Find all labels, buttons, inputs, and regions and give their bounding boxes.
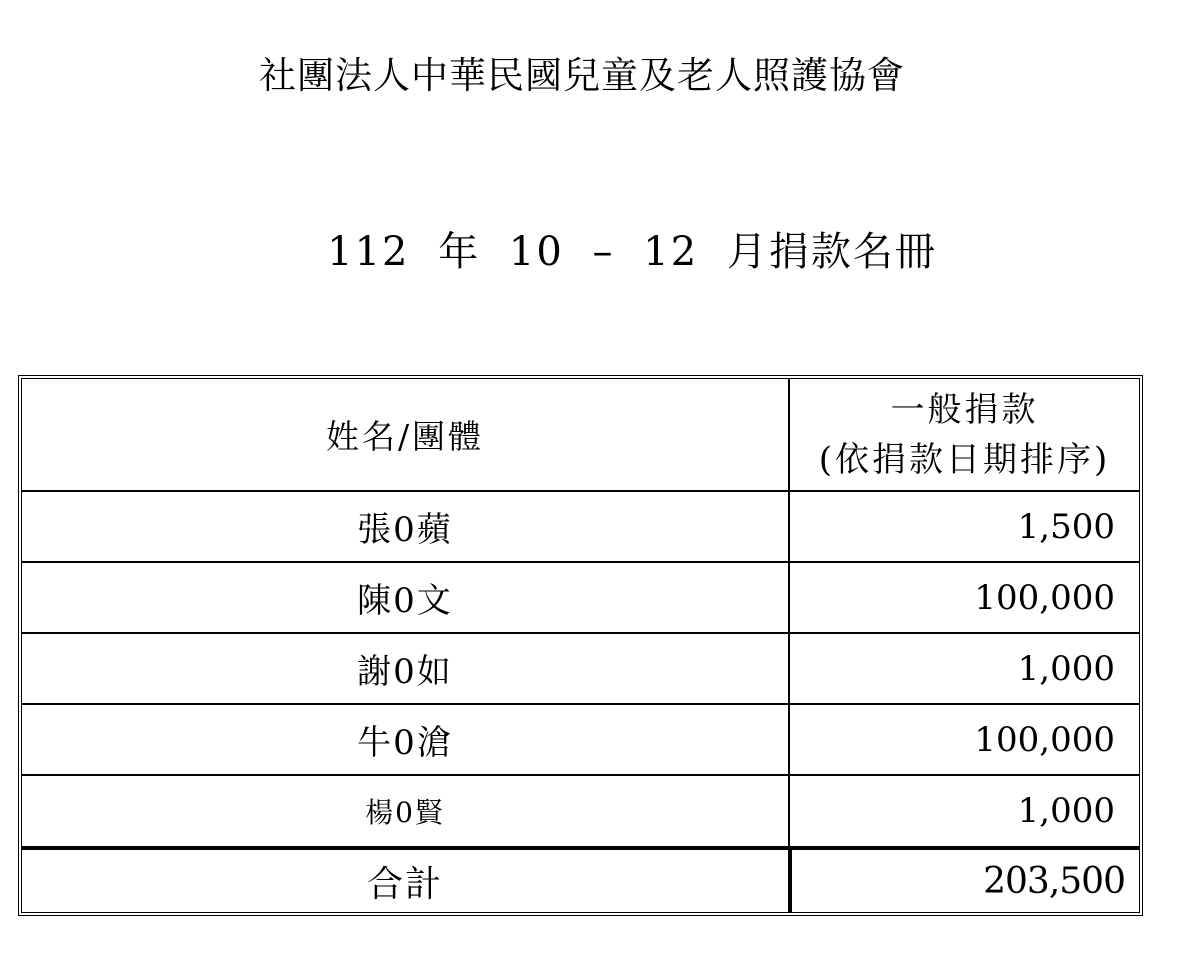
donor-name: 謝0如 — [357, 652, 453, 692]
donation-amount: 100,000 — [788, 705, 1139, 774]
donation-table — [18, 375, 1143, 916]
amount-header-line1: 一般捐款 — [890, 389, 1039, 430]
donor-name: 張0蘋 — [357, 510, 453, 550]
donor-name: 楊0賢 — [365, 796, 445, 829]
total-label: 合計 — [366, 863, 443, 905]
total-row — [22, 846, 1139, 912]
amount-header-line2: (依捐款日期排序) — [818, 439, 1111, 480]
table-row — [22, 492, 1139, 563]
donor-name: 陳0文 — [357, 581, 453, 621]
total-amount: 203,500 — [788, 850, 1139, 912]
organization-name: 社團法人中華民國兒童及老人照護協會 — [259, 54, 905, 97]
table-row — [22, 776, 1139, 846]
donation-amount: 100,000 — [788, 563, 1139, 632]
table-row — [22, 563, 1139, 634]
donor-name: 牛0滄 — [357, 723, 453, 763]
donation-amount: 1,500 — [788, 492, 1139, 561]
document-title: 112 年 10 – 12 月捐款名冊 — [327, 229, 937, 275]
table-header-row — [22, 379, 1139, 492]
donation-amount: 1,000 — [788, 776, 1139, 846]
donation-amount: 1,000 — [788, 634, 1139, 703]
amount-column-header — [788, 379, 1139, 490]
table-row — [22, 634, 1139, 705]
name-column-header: 姓名/團體 — [325, 417, 485, 456]
table-row — [22, 705, 1139, 776]
